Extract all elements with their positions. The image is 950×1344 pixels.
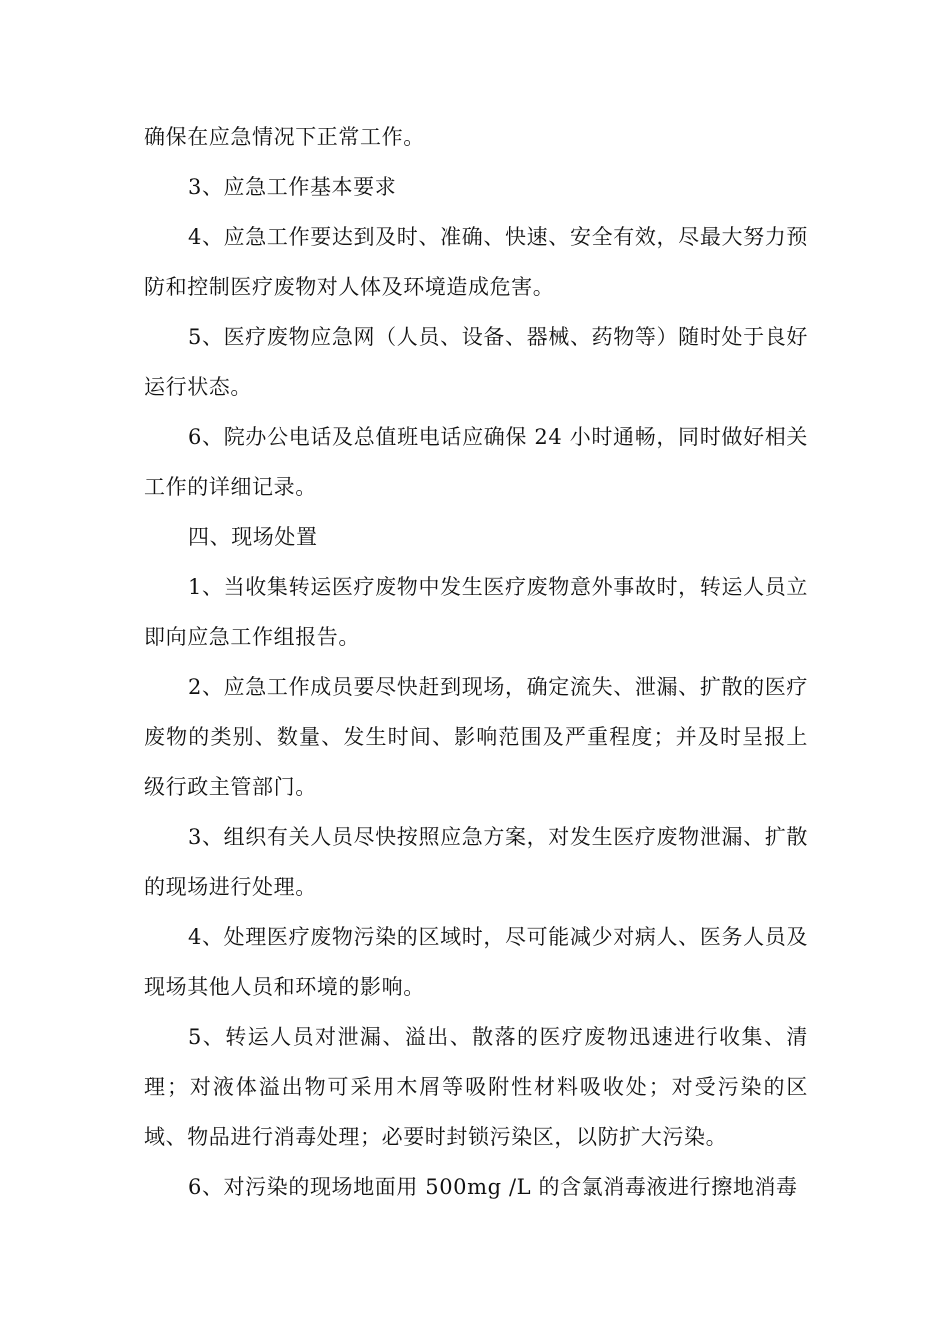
handling-item-2: 2、应急工作成员要尽快赶到现场，确定流失、泄漏、扩散的医疗废物的类别、数量、发生时间、影响范围及严重程度；并及时呈报上级行政主管部门。 [144,675,808,799]
handling-item-1: 1、当收集转运医疗废物中发生医疗废物意外事故时，转运人员立即向应急工作组报告。 [144,575,808,649]
handling-item-5: 5、转运人员对泄漏、溢出、散落的医疗废物迅速进行收集、清理；对液体溢出物可采用木屑等吸附性材料吸收处；对受污染的区域、物品进行消毒处理；必要时封锁污染区，以防扩大污染。 [144,1025,808,1149]
paragraph-3-requirements-heading: 3、应急工作基本要求 [188,175,397,199]
paragraph-6: 6、院办公电话及总值班电话应确保 24 小时通畅，同时做好相关工作的详细记录。 [144,425,808,499]
paragraph-5: 5、医疗废物应急网（人员、设备、器械、药物等）随时处于良好运行状态。 [144,325,808,399]
paragraph-continuation: 确保在应急情况下正常工作。 [144,125,425,149]
document-body [144,112,808,1212]
handling-item-3: 3、组织有关人员尽快按照应急方案，对发生医疗废物泄漏、扩散的现场进行处理。 [144,825,808,899]
paragraph-4: 4、应急工作要达到及时、准确、快速、安全有效，尽最大努力预防和控制医疗废物对人体及环境造成危害。 [144,225,808,299]
section-heading-on-site-handling: 四、现场处置 [188,525,318,549]
handling-item-6: 6、对污染的现场地面用 500mg /L 的含氯消毒液进行擦地消毒 [188,1175,798,1199]
handling-item-4: 4、处理医疗废物污染的区域时，尽可能减少对病人、医务人员及现场其他人员和环境的影响。 [144,925,808,999]
